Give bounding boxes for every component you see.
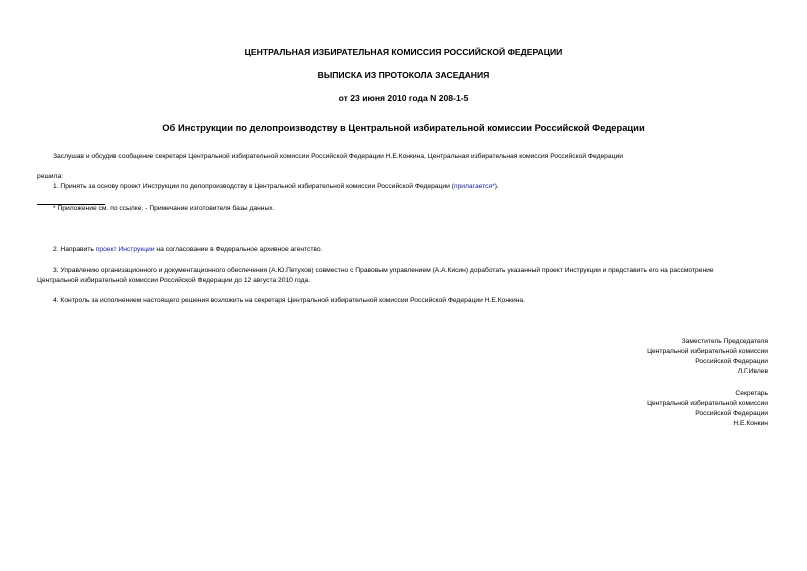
- appendix-link[interactable]: прилагается*: [453, 183, 495, 190]
- signature-deputy-chairman: [647, 337, 768, 377]
- item-3-line-1: 3. Управлению организационного и документационного обеспечения (А.Ю.Петухов) совместно с Правовым управлением (А.А.Кисин) доработать указанный проект Инструкции и представить его на рассмотрение: [53, 267, 714, 274]
- organization-heading: ЦЕНТРАЛЬНАЯ ИЗБИРАТЕЛЬНАЯ КОМИССИЯ РОССИЙСКОЙ ФЕДЕРАЦИИ: [244, 47, 563, 57]
- signature-1-org-line-2: Российской Федерации: [695, 358, 768, 365]
- signature-2-position: Секретарь: [735, 390, 768, 397]
- signature-2-org-line-2: Российской Федерации: [695, 410, 768, 417]
- document-type-heading: ВЫПИСКА ИЗ ПРОТОКОЛА ЗАСЕДАНИЯ: [317, 70, 490, 80]
- document-subject: Об Инструкции по делопроизводству в Центральной избирательной комиссии Российской Федерации: [162, 122, 645, 133]
- item-2-text-before: 2. Направить: [53, 246, 96, 253]
- footnote-text: * Приложение см. по ссылке. - Примечание изготовителя базы данных.: [53, 205, 275, 212]
- signature-2-org-line-1: Центральной избирательной комиссии: [647, 400, 768, 407]
- signature-1-org-line-1: Центральной избирательной комиссии: [647, 348, 768, 355]
- item-2-paragraph: [53, 245, 322, 255]
- signature-1-name: Л.Г.Ивлев: [737, 368, 768, 375]
- item-1-paragraph: [53, 182, 499, 192]
- intro-paragraph: Заслушав и обсудив сообщение секретаря Центральной избирательной комиссии Российской Федерации Н.Е.Конкина, Центральная избирательная комиссия Российской Федерации: [53, 153, 623, 160]
- item-1-text: 1. Принять за основу проект Инструкции по делопроизводству в Центральной избирательной комиссии Российской Федерации (: [53, 183, 454, 190]
- draft-instruction-link[interactable]: проект Инструкции: [95, 246, 155, 253]
- item-2-text-after: на согласование в Федеральное архивное агентство.: [154, 246, 323, 253]
- decided-label: решила:: [37, 173, 64, 180]
- item-3-line-2: Центральной избирательной комиссии Российской Федерации до 12 августа 2010 года.: [37, 277, 311, 284]
- date-number-heading: от 23 июня 2010 года N 208-1-5: [338, 93, 469, 103]
- item-1-end: ).: [494, 183, 499, 190]
- item-4-paragraph: 4. Контроль за исполнением настоящего решения возложить на секретаря Центральной избирательной комиссии Российской Федерации Н.Е.Конкина.: [53, 297, 525, 304]
- signature-1-position: Заместитель Председателя: [681, 338, 768, 345]
- signature-2-name: Н.Е.Конкин: [733, 420, 768, 427]
- signature-secretary: [647, 389, 768, 429]
